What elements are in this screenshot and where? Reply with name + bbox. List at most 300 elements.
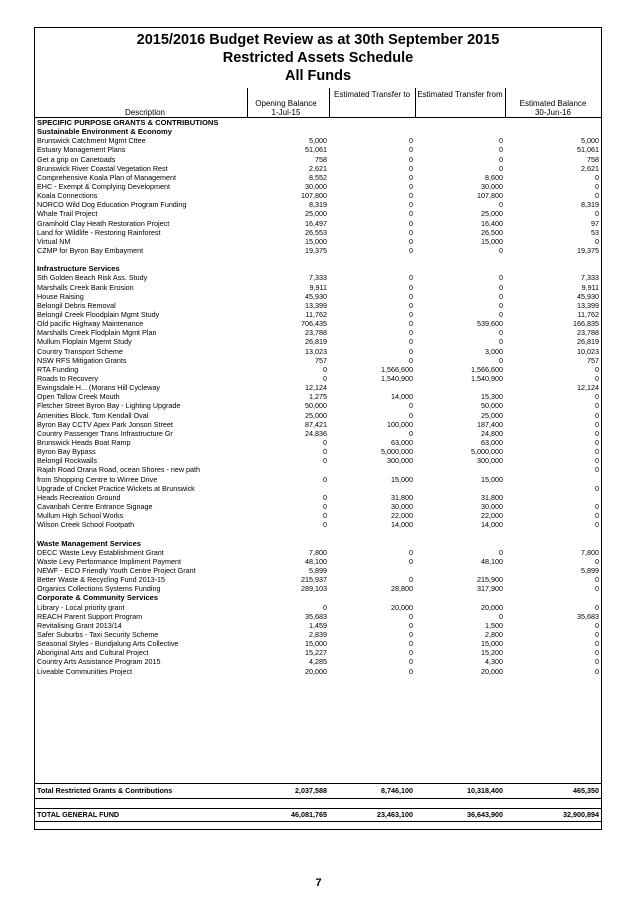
row-description: Byron Bay CCTV Apex Park Jonson Street <box>37 419 173 429</box>
row-opening-balance: 8,552 <box>309 172 327 182</box>
total-divider-bottom <box>35 821 601 822</box>
row-transfer-to: 0 <box>409 355 413 365</box>
row-transfer-to: 0 <box>409 154 413 164</box>
row-description: Safer Suburbs - Taxi Security Scheme <box>37 629 159 639</box>
row-transfer-to: 0 <box>409 172 413 182</box>
row-transfer-from: 0 <box>499 310 503 320</box>
row-description: Cavanbah Centre Entrance Signage <box>37 501 153 511</box>
table-row <box>35 511 601 520</box>
row-opening-balance: 107,800 <box>301 191 327 201</box>
row-description: Liveable Communities Project <box>37 666 133 676</box>
row-transfer-from <box>415 465 505 474</box>
row-transfer-from: 0 <box>499 246 503 256</box>
row-opening-balance: 4,285 <box>309 657 327 667</box>
row-estimated-balance: 0 <box>595 392 600 402</box>
row-transfer-from: 0 <box>499 547 503 557</box>
row-transfer-from: 15,300 <box>481 392 503 402</box>
row-estimated-balance: 0 <box>595 172 600 182</box>
row-opening-balance: 289,103 <box>301 584 327 594</box>
table-row <box>35 273 601 282</box>
table-row <box>35 657 601 666</box>
table-row <box>35 602 601 611</box>
total-general-opening: 46,081,765 <box>291 810 327 820</box>
row-estimated-balance: 0 <box>595 447 600 457</box>
row-transfer-to: 0 <box>409 163 413 173</box>
row-transfer-to: 5,000,000 <box>381 447 413 457</box>
row-transfer-from: 20,000 <box>481 666 503 676</box>
row-description: Whale Trail Project <box>37 209 98 219</box>
row-description: Rajah Road Orana Road, ocean Shores - new path <box>37 465 201 475</box>
row-transfer-to: 0 <box>409 136 413 146</box>
row-opening-balance: 11,762 <box>305 310 327 320</box>
row-estimated-balance: 0 <box>595 191 600 201</box>
row-transfer-to: 63,000 <box>391 437 413 447</box>
row-transfer-to: 0 <box>409 273 413 283</box>
row-opening-balance: 0 <box>323 437 327 447</box>
row-opening-balance: 48,100 <box>305 556 327 566</box>
table-row <box>35 136 601 145</box>
total-general-from: 36,643,900 <box>467 810 503 820</box>
row-transfer-to: 0 <box>409 657 413 667</box>
row-description: Land for Wildlife - Restoring Rainforest <box>37 227 161 237</box>
row-description: Country Passenger Trans Infrastructure Gr <box>37 428 173 438</box>
row-opening-balance: 5,000 <box>309 136 327 146</box>
table-row <box>35 493 601 502</box>
row-description: Aboriginal Arts and Cultural Project <box>37 648 149 658</box>
table-row <box>35 429 601 438</box>
row-description: Mullum High School Works <box>37 511 124 521</box>
row-estimated-balance: 166,835 <box>573 319 600 329</box>
row-estimated-balance: 0 <box>595 501 600 511</box>
row-transfer-from: 1,540,900 <box>471 374 503 383</box>
row-description: Seasonal Styles - Bundjalung Arts Collective <box>37 639 179 649</box>
row-estimated-balance: 23,788 <box>577 328 600 338</box>
row-transfer-from <box>415 566 505 575</box>
table-row <box>35 612 601 621</box>
row-transfer-from: 50,000 <box>481 401 503 411</box>
row-transfer-from: 0 <box>499 200 503 210</box>
row-opening-balance: 0 <box>323 501 327 511</box>
row-description: Sth Golden Beach Risk Ass. Study <box>37 273 148 283</box>
table-row <box>35 228 601 237</box>
table-row <box>35 456 601 465</box>
row-estimated-balance: 2,621 <box>581 163 600 173</box>
total-restricted-row <box>35 786 601 795</box>
table-row <box>35 575 601 584</box>
row-opening-balance: 20,000 <box>305 666 327 676</box>
spacer-cell <box>35 255 601 264</box>
row-transfer-from <box>415 484 505 493</box>
table-row <box>35 584 601 593</box>
header-estimated-balance: Estimated Balance <box>519 99 587 108</box>
row-description: EHC - Exempt & Complying Development <box>37 182 171 192</box>
header-opening-balance: Opening Balance <box>255 99 317 108</box>
row-transfer-to: 0 <box>409 611 413 621</box>
table-row <box>35 548 601 557</box>
row-opening-balance: 23,788 <box>305 328 327 338</box>
row-description: Marshalls Creek Flodplain Mgmt Plan <box>37 328 157 338</box>
row-description: REACH Parent Support Program <box>37 611 143 621</box>
row-transfer-from: 15,200 <box>481 648 503 658</box>
row-description: Virtual NM <box>37 236 71 246</box>
row-description: CZMP for Byron Bay Embayment <box>37 246 144 256</box>
row-transfer-to <box>329 465 415 474</box>
row-transfer-from: 0 <box>499 273 503 283</box>
table-row <box>35 191 601 200</box>
row-opening-balance: 0 <box>323 456 327 466</box>
table-row <box>35 420 601 429</box>
row-estimated-balance: 35,683 <box>577 611 600 621</box>
row-description: Belongil Rockwalls <box>37 456 97 466</box>
row-transfer-from: 4,300 <box>485 657 503 667</box>
row-transfer-to: 300,000 <box>387 456 413 466</box>
row-estimated-balance: 0 <box>595 236 600 246</box>
row-description: Roads to Recovery <box>37 374 99 383</box>
total-divider-top <box>35 783 601 784</box>
row-opening-balance: 9,911 <box>309 282 327 292</box>
row-description: Upgrade of Cricket Practice Wickets at Brunswick <box>37 483 195 493</box>
row-description: Library - Local priority grant <box>37 602 125 612</box>
table-row <box>35 401 601 410</box>
row-transfer-from: 317,900 <box>477 584 503 594</box>
report-fund: All Funds <box>284 68 352 84</box>
row-transfer-from: 0 <box>499 337 503 347</box>
row-estimated-balance: 0 <box>595 520 600 530</box>
col-divider <box>247 88 248 118</box>
header-transfer-to: Estimated Transfer to <box>333 90 411 99</box>
row-description: DECC Waste Levy Establishment Grant <box>37 547 164 557</box>
section-heading-row <box>35 127 601 136</box>
row-transfer-to: 0 <box>409 191 413 201</box>
row-estimated-balance: 0 <box>595 456 600 466</box>
table-row <box>35 328 601 337</box>
row-opening-balance: 26,819 <box>305 337 327 347</box>
row-opening-balance: 0 <box>323 374 327 383</box>
row-opening-balance: 12,124 <box>305 383 327 393</box>
row-transfer-from: 15,000 <box>481 474 503 484</box>
row-description: House Raising <box>37 291 84 301</box>
table-row <box>35 520 601 529</box>
table-row <box>35 666 601 675</box>
table-row <box>35 438 601 447</box>
row-transfer-from: 15,000 <box>481 236 503 246</box>
row-transfer-from: 0 <box>499 154 503 164</box>
row-transfer-to: 22,000 <box>391 511 413 521</box>
row-description: from Shopping Centre to Wirree Drive <box>37 474 158 484</box>
row-transfer-to: 0 <box>409 328 413 338</box>
spacer-cell <box>35 529 601 538</box>
row-description: Organics Collections Systems Funding <box>37 584 161 594</box>
row-transfer-to: 0 <box>409 401 413 411</box>
row-opening-balance: 1,275 <box>309 392 327 402</box>
row-estimated-balance: 7,800 <box>581 547 600 557</box>
row-estimated-balance: 0 <box>595 410 600 420</box>
row-opening-balance: 5,899 <box>309 565 327 575</box>
row-description: Brunswick Catchment Mgmt Cttee <box>37 136 146 146</box>
row-estimated-balance: 0 <box>595 556 600 566</box>
section-heading-row <box>35 593 601 602</box>
row-transfer-from: 0 <box>499 145 503 155</box>
row-description: RTA Funding <box>37 364 79 374</box>
row-opening-balance: 25,000 <box>305 209 327 219</box>
table-row <box>35 237 601 246</box>
row-opening-balance: 0 <box>323 364 327 374</box>
budget-schedule-frame <box>34 27 602 830</box>
table-row <box>35 145 601 154</box>
row-estimated-balance: 0 <box>595 182 600 192</box>
section-heading: Sustainable Environment & Economy <box>37 127 173 137</box>
row-opening-balance: 0 <box>323 511 327 521</box>
row-transfer-from: 22,000 <box>481 511 503 521</box>
total-general-to: 23,463,100 <box>377 810 413 820</box>
row-opening-balance: 2,621 <box>309 163 327 173</box>
row-transfer-from: 25,000 <box>481 410 503 420</box>
row-description: Revitalising Grant 2013/14 <box>37 620 122 630</box>
row-opening-balance: 15,000 <box>305 639 327 649</box>
row-opening-balance: 15,000 <box>305 236 327 246</box>
row-transfer-from: 24,800 <box>481 428 503 438</box>
row-transfer-to: 20,000 <box>391 602 413 612</box>
row-estimated-balance: 5,899 <box>581 565 600 575</box>
row-transfer-to: 0 <box>409 666 413 676</box>
row-transfer-to: 0 <box>409 182 413 192</box>
row-estimated-balance: 9,911 <box>581 282 600 292</box>
table-row <box>35 283 601 292</box>
row-estimated-balance: 758 <box>587 154 600 164</box>
row-transfer-to: 0 <box>409 556 413 566</box>
row-transfer-from: 14,000 <box>481 520 503 530</box>
report-title: 2015/2016 Budget Review as at 30th September 2015 <box>136 32 500 48</box>
row-description: Ewingsdale H... (Morans Hill Cycleway <box>37 383 161 393</box>
row-transfer-to: 0 <box>409 547 413 557</box>
row-transfer-to: 0 <box>409 218 413 228</box>
row-description: Belongil Debris Removal <box>37 300 116 310</box>
row-estimated-balance: 0 <box>595 629 600 639</box>
row-description: Fletcher Street Byron Bay - Lighting Upgrade <box>37 401 181 411</box>
row-transfer-from: 0 <box>499 328 503 338</box>
table-row <box>35 155 601 164</box>
row-estimated-balance: 0 <box>595 419 600 429</box>
row-estimated-balance: 0 <box>595 584 600 594</box>
spacer-row <box>35 529 601 538</box>
row-transfer-from: 2,800 <box>485 629 503 639</box>
total-divider-general <box>35 808 601 809</box>
row-transfer-from: 0 <box>499 163 503 173</box>
row-description: Mullum Floplain Mgemt Study <box>37 337 132 347</box>
row-transfer-to: 0 <box>409 310 413 320</box>
table-row <box>35 337 601 346</box>
row-transfer-from <box>415 383 505 392</box>
row-opening-balance: 25,000 <box>305 410 327 420</box>
row-transfer-from: 0 <box>499 291 503 301</box>
row-description: Brunswick Heads Boat Ramp <box>37 437 131 447</box>
row-estimated-balance: 0 <box>595 657 600 667</box>
section-heading: Waste Management Services <box>37 538 141 548</box>
row-estimated-balance: 0 <box>595 401 600 411</box>
row-description: Marshalls Creek Bank Erosion <box>37 282 134 292</box>
row-transfer-to: 0 <box>409 575 413 585</box>
row-estimated-balance: 11,762 <box>577 310 600 320</box>
row-transfer-from: 15,000 <box>481 639 503 649</box>
row-opening-balance: 87,421 <box>305 419 327 429</box>
table-row <box>35 621 601 630</box>
row-transfer-from: 1,500 <box>485 620 503 630</box>
row-transfer-from: 31,800 <box>481 492 503 502</box>
row-transfer-to: 0 <box>409 410 413 420</box>
row-transfer-from: 107,800 <box>477 191 503 201</box>
table-row <box>35 566 601 575</box>
row-transfer-to: 0 <box>409 319 413 329</box>
row-transfer-to: 0 <box>409 236 413 246</box>
row-estimated-balance: 0 <box>595 483 600 493</box>
row-transfer-from: 0 <box>499 355 503 365</box>
row-transfer-from: 30,000 <box>481 182 503 192</box>
row-opening-balance: 13,023 <box>305 346 327 356</box>
row-transfer-to: 0 <box>409 639 413 649</box>
row-description: Comprehensive Koala Plan of Management <box>37 172 177 182</box>
row-transfer-from: 48,100 <box>481 556 503 566</box>
row-estimated-balance: 10,023 <box>577 346 600 356</box>
row-transfer-to: 0 <box>409 629 413 639</box>
table-row <box>35 182 601 191</box>
row-description: Get a grip on Canetoads <box>37 154 116 164</box>
row-description: Koala Connections <box>37 191 98 201</box>
row-estimated-balance: 0 <box>595 575 600 585</box>
table-row <box>35 219 601 228</box>
row-estimated-balance: 757 <box>587 355 600 365</box>
row-estimated-balance: 13,399 <box>577 300 600 310</box>
row-estimated-balance: 53 <box>591 227 600 237</box>
total-restricted-opening: 2,037,588 <box>295 786 327 796</box>
page-number: 7 <box>315 877 322 889</box>
col-divider <box>505 88 506 118</box>
row-transfer-to: 1,540,900 <box>381 374 413 383</box>
row-estimated-balance: 19,375 <box>577 246 600 256</box>
table-row <box>35 164 601 173</box>
row-transfer-from: 26,500 <box>481 227 503 237</box>
row-estimated-balance: 0 <box>595 465 600 475</box>
table-row <box>35 474 601 483</box>
row-transfer-from: 8,600 <box>485 172 503 182</box>
row-description: Old pacific Highway Maintenance <box>37 319 144 329</box>
table-row <box>35 383 601 392</box>
row-estimated-balance: 97 <box>591 218 600 228</box>
row-transfer-to: 0 <box>409 209 413 219</box>
row-transfer-to: 1,566,600 <box>381 364 413 374</box>
row-estimated-balance: 5,000 <box>581 136 600 146</box>
row-estimated-balance <box>505 474 601 483</box>
row-estimated-balance: 0 <box>595 364 600 374</box>
row-description: NSW RFS Mitigation Grants <box>37 355 127 365</box>
table-row <box>35 319 601 328</box>
row-opening-balance: 15,227 <box>305 648 327 658</box>
table-row <box>35 374 601 383</box>
row-opening-balance: 7,333 <box>309 273 327 283</box>
table-row <box>35 392 601 401</box>
row-transfer-from: 0 <box>499 282 503 292</box>
row-opening-balance: 7,800 <box>309 547 327 557</box>
row-opening-balance: 215,937 <box>301 575 327 585</box>
row-description: Estuary Management Plans <box>37 145 126 155</box>
row-transfer-from: 20,000 <box>481 602 503 612</box>
row-transfer-to: 0 <box>409 282 413 292</box>
table-row <box>35 356 601 365</box>
row-transfer-to: 0 <box>409 246 413 256</box>
row-transfer-from: 0 <box>499 300 503 310</box>
row-transfer-from: 0 <box>499 136 503 146</box>
row-estimated-balance: 8,319 <box>581 200 600 210</box>
row-opening-balance: 51,061 <box>305 145 327 155</box>
row-transfer-to: 0 <box>409 648 413 658</box>
row-transfer-to: 31,800 <box>391 492 413 502</box>
section-heading: SPECIFIC PURPOSE GRANTS & CONTRIBUTIONS <box>37 118 219 128</box>
row-description: Country Arts Assistance Program 2015 <box>37 657 161 667</box>
row-transfer-to: 28,800 <box>391 584 413 594</box>
row-description: Byron Bay Bypass <box>37 447 96 457</box>
row-transfer-from: 16,400 <box>481 218 503 228</box>
row-description: Waste Levy Performance Impliment Payment <box>37 556 181 566</box>
section-heading-row <box>35 118 601 127</box>
section-heading-row <box>35 538 601 547</box>
total-general-row <box>35 810 601 819</box>
table-row <box>35 310 601 319</box>
row-estimated-balance: 0 <box>595 511 600 521</box>
row-opening-balance: 13,399 <box>305 300 327 310</box>
row-transfer-to: 0 <box>409 337 413 347</box>
header-opening-date: 1-Jul-15 <box>271 108 301 117</box>
row-estimated-balance: 0 <box>595 437 600 447</box>
total-general-balance: 32,900,894 <box>563 810 599 820</box>
row-opening-balance: 35,683 <box>305 611 327 621</box>
row-opening-balance: 2,839 <box>309 629 327 639</box>
row-description: Amenities Block, Tom Kendall Oval <box>37 410 149 420</box>
row-description: Open Tallow Creek Mouth <box>37 392 120 402</box>
row-opening-balance: 706,435 <box>301 319 327 329</box>
row-transfer-from: 187,400 <box>477 419 503 429</box>
row-opening-balance: 26,553 <box>305 227 327 237</box>
row-transfer-to: 100,000 <box>387 419 413 429</box>
row-description: Country Transport Scheme <box>37 346 123 356</box>
row-description: NEWF - ECO Friendly Youth Centre Project Grant <box>37 565 196 575</box>
row-estimated-balance: 45,930 <box>577 291 600 301</box>
table-row <box>35 209 601 218</box>
row-opening-balance: 24,836 <box>305 428 327 438</box>
total-restricted-balance: 465,350 <box>573 786 599 796</box>
table-row <box>35 639 601 648</box>
row-estimated-balance: 0 <box>595 620 600 630</box>
total-restricted-to: 8,746,100 <box>381 786 413 796</box>
row-transfer-from: 0 <box>499 611 503 621</box>
row-transfer-to <box>329 566 415 575</box>
row-transfer-from: 539,600 <box>477 319 503 329</box>
row-transfer-to: 0 <box>409 300 413 310</box>
row-opening-balance: 16,497 <box>305 218 327 228</box>
row-transfer-to: 0 <box>409 145 413 155</box>
table-row <box>35 447 601 456</box>
table-row <box>35 648 601 657</box>
table-row <box>35 630 601 639</box>
table-row <box>35 292 601 301</box>
row-opening-balance: 50,000 <box>305 401 327 411</box>
row-estimated-balance: 0 <box>595 209 600 219</box>
restricted-assets-table <box>35 118 601 676</box>
row-opening-balance: 0 <box>323 447 327 457</box>
row-transfer-from: 1,566,600 <box>471 364 503 374</box>
table-row <box>35 484 601 493</box>
row-estimated-balance: 0 <box>595 666 600 676</box>
row-transfer-to: 15,000 <box>391 474 413 484</box>
row-opening-balance <box>247 465 329 474</box>
